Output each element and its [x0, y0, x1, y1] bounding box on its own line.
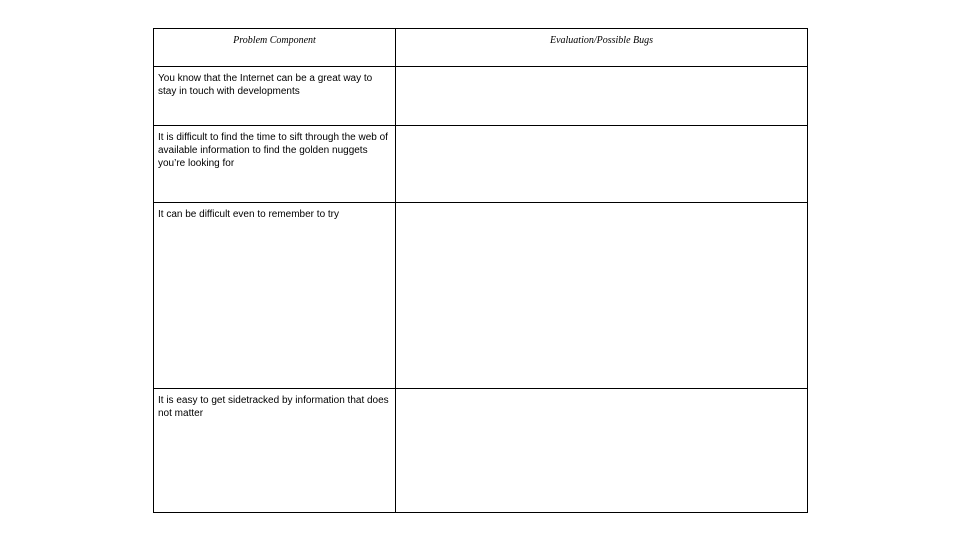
- table-row: [154, 67, 808, 126]
- evaluation-cell[interactable]: [396, 389, 808, 513]
- header-evaluation: Evaluation/Possible Bugs: [396, 29, 808, 67]
- problem-text: It can be difficult even to remember to try: [158, 209, 340, 220]
- problem-cell: [154, 389, 396, 513]
- evaluation-cell[interactable]: [396, 126, 808, 203]
- problem-text: You know that the Internet can be a great way to stay in touch with developments: [158, 73, 373, 97]
- problem-text: It is difficult to find the time to sift through the web of available information to find the golden nuggets you’re looking for: [158, 132, 388, 169]
- problem-evaluation-table: [153, 28, 808, 513]
- header-problem-component: Problem Component: [154, 29, 396, 67]
- problem-cell: [154, 126, 396, 203]
- table-row: [154, 126, 808, 203]
- problem-text: It is easy to get sidetracked by information that does not matter: [158, 395, 389, 419]
- table-header-row: [154, 29, 808, 67]
- problem-cell: [154, 67, 396, 126]
- table-row: [154, 389, 808, 513]
- evaluation-cell[interactable]: [396, 203, 808, 389]
- evaluation-cell[interactable]: [396, 67, 808, 126]
- table-row: [154, 203, 808, 389]
- problem-cell: [154, 203, 396, 389]
